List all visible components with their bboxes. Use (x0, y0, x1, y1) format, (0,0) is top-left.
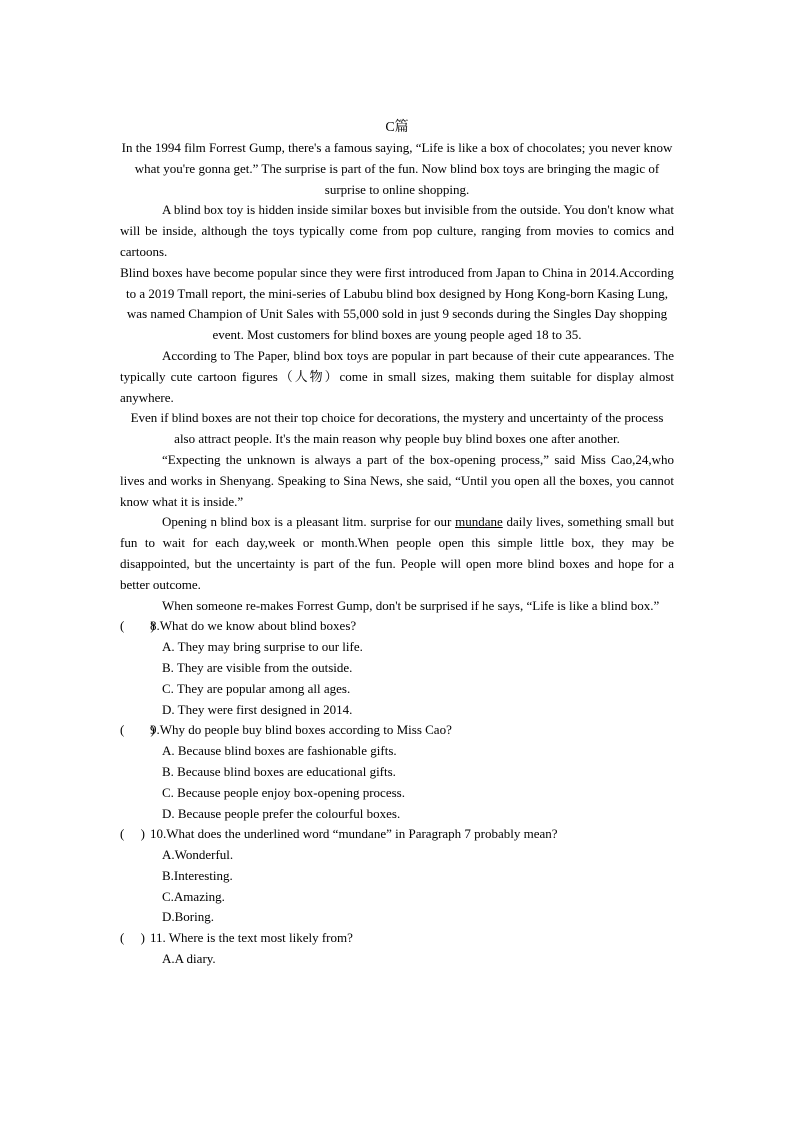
option-10b: B.Interesting. (162, 867, 233, 883)
question-11 (120, 928, 674, 949)
question-text: 11. Where is the text most likely from? (150, 930, 353, 946)
answer-blank[interactable]: ( ) (120, 722, 155, 738)
option-9c: C. Because people enjoy box-opening process. (162, 784, 405, 800)
underlined-word: mundane (455, 514, 503, 530)
option-9a: A. Because blind boxes are fashionable gifts. (162, 743, 397, 759)
paragraph-6: “Expecting the unknown is always a part of the box-opening process,” said Miss Cao,24,who lives and works in Shenyang. Speaking to Sina News, she said, “Until you open all the boxes, you cannot know what it is inside.” (120, 451, 674, 509)
option-8a: A. They may bring surprise to our life. (162, 639, 363, 655)
option-8d: D. They were first designed in 2014. (162, 701, 353, 717)
option-11a: A.A diary. (162, 951, 216, 967)
answer-blank[interactable]: ( ) (120, 618, 155, 634)
paragraph-7 (120, 512, 674, 595)
paragraph-5: Even if blind boxes are not their top choice for decorations, the mystery and uncertainty of the process also attract people. It's the main reason why people buy blind boxes one after another. (130, 410, 664, 447)
paragraph-2: A blind box toy is hidden inside similar boxes but invisible from the outside. You don't know what will be inside, although the toys typically come from pop culture, ranging from movies to comics and cartoons. (120, 202, 674, 259)
reading-passage (120, 138, 674, 970)
option-10c: C.Amazing. (162, 888, 225, 904)
paragraph-3: Blind boxes have become popular since they were first introduced from Japan to China in 2014.According to a 2019 Tmall report, the mini-series of Labubu blind box designed by Hong Kong-born Kasing Lung, was named Champion of Unit Sales with 55,000 sold in just 9 seconds during the Singles Day shopping event. Most customers for blind boxes are young people aged 18 to 35. (120, 264, 674, 343)
option-8b: B. They are visible from the outside. (162, 659, 353, 675)
answer-blank[interactable]: ( ) (120, 930, 145, 946)
paragraph-1: In the 1994 film Forrest Gump, there's a famous saying, “Life is like a box of chocolates; you never know what you're gonna get.” The surprise is part of the fun. Now blind box toys are bringing the magic of surprise to online shopping. (121, 140, 673, 197)
option-9b: B. Because blind boxes are educational gifts. (162, 763, 396, 779)
paragraph-8: When someone re-makes Forrest Gump, don't be surprised if he says, “Life is like a blind box.” (162, 597, 660, 613)
option-10d: D.Boring. (162, 909, 214, 925)
paragraph-7-before: Opening n blind box is a pleasant litm. surprise for our (162, 514, 456, 530)
question-8 (120, 616, 674, 637)
question-10 (120, 824, 674, 845)
question-text: 10.What does the underlined word “mundane” in Paragraph 7 probably mean? (150, 826, 558, 842)
question-text: 9.Why do people buy blind boxes according to Miss Cao? (150, 722, 452, 738)
question-text: 8.What do we know about blind boxes? (150, 618, 357, 634)
answer-blank[interactable]: ( ) (120, 826, 145, 842)
option-9d: D. Because people prefer the colourful boxes. (162, 805, 401, 821)
option-10a: A.Wonderful. (162, 847, 234, 863)
paragraph-7-after: daily lives, something small but fun to wait for each day,week or month.When people open this simple little box, they may be disappointed, but the uncertainty is part of the fun. People will open more blind boxes and hope for a better outcome. (120, 514, 674, 592)
paragraph-4: According to The Paper, blind box toys are popular in part because of their cute appearances. The typically cute cartoon figures（人物）come in small sizes, making them suitable for display almost anywhere. (120, 347, 674, 405)
option-8c: C. They are popular among all ages. (162, 680, 351, 696)
section-title: C篇 (385, 120, 409, 135)
question-9 (120, 720, 674, 741)
